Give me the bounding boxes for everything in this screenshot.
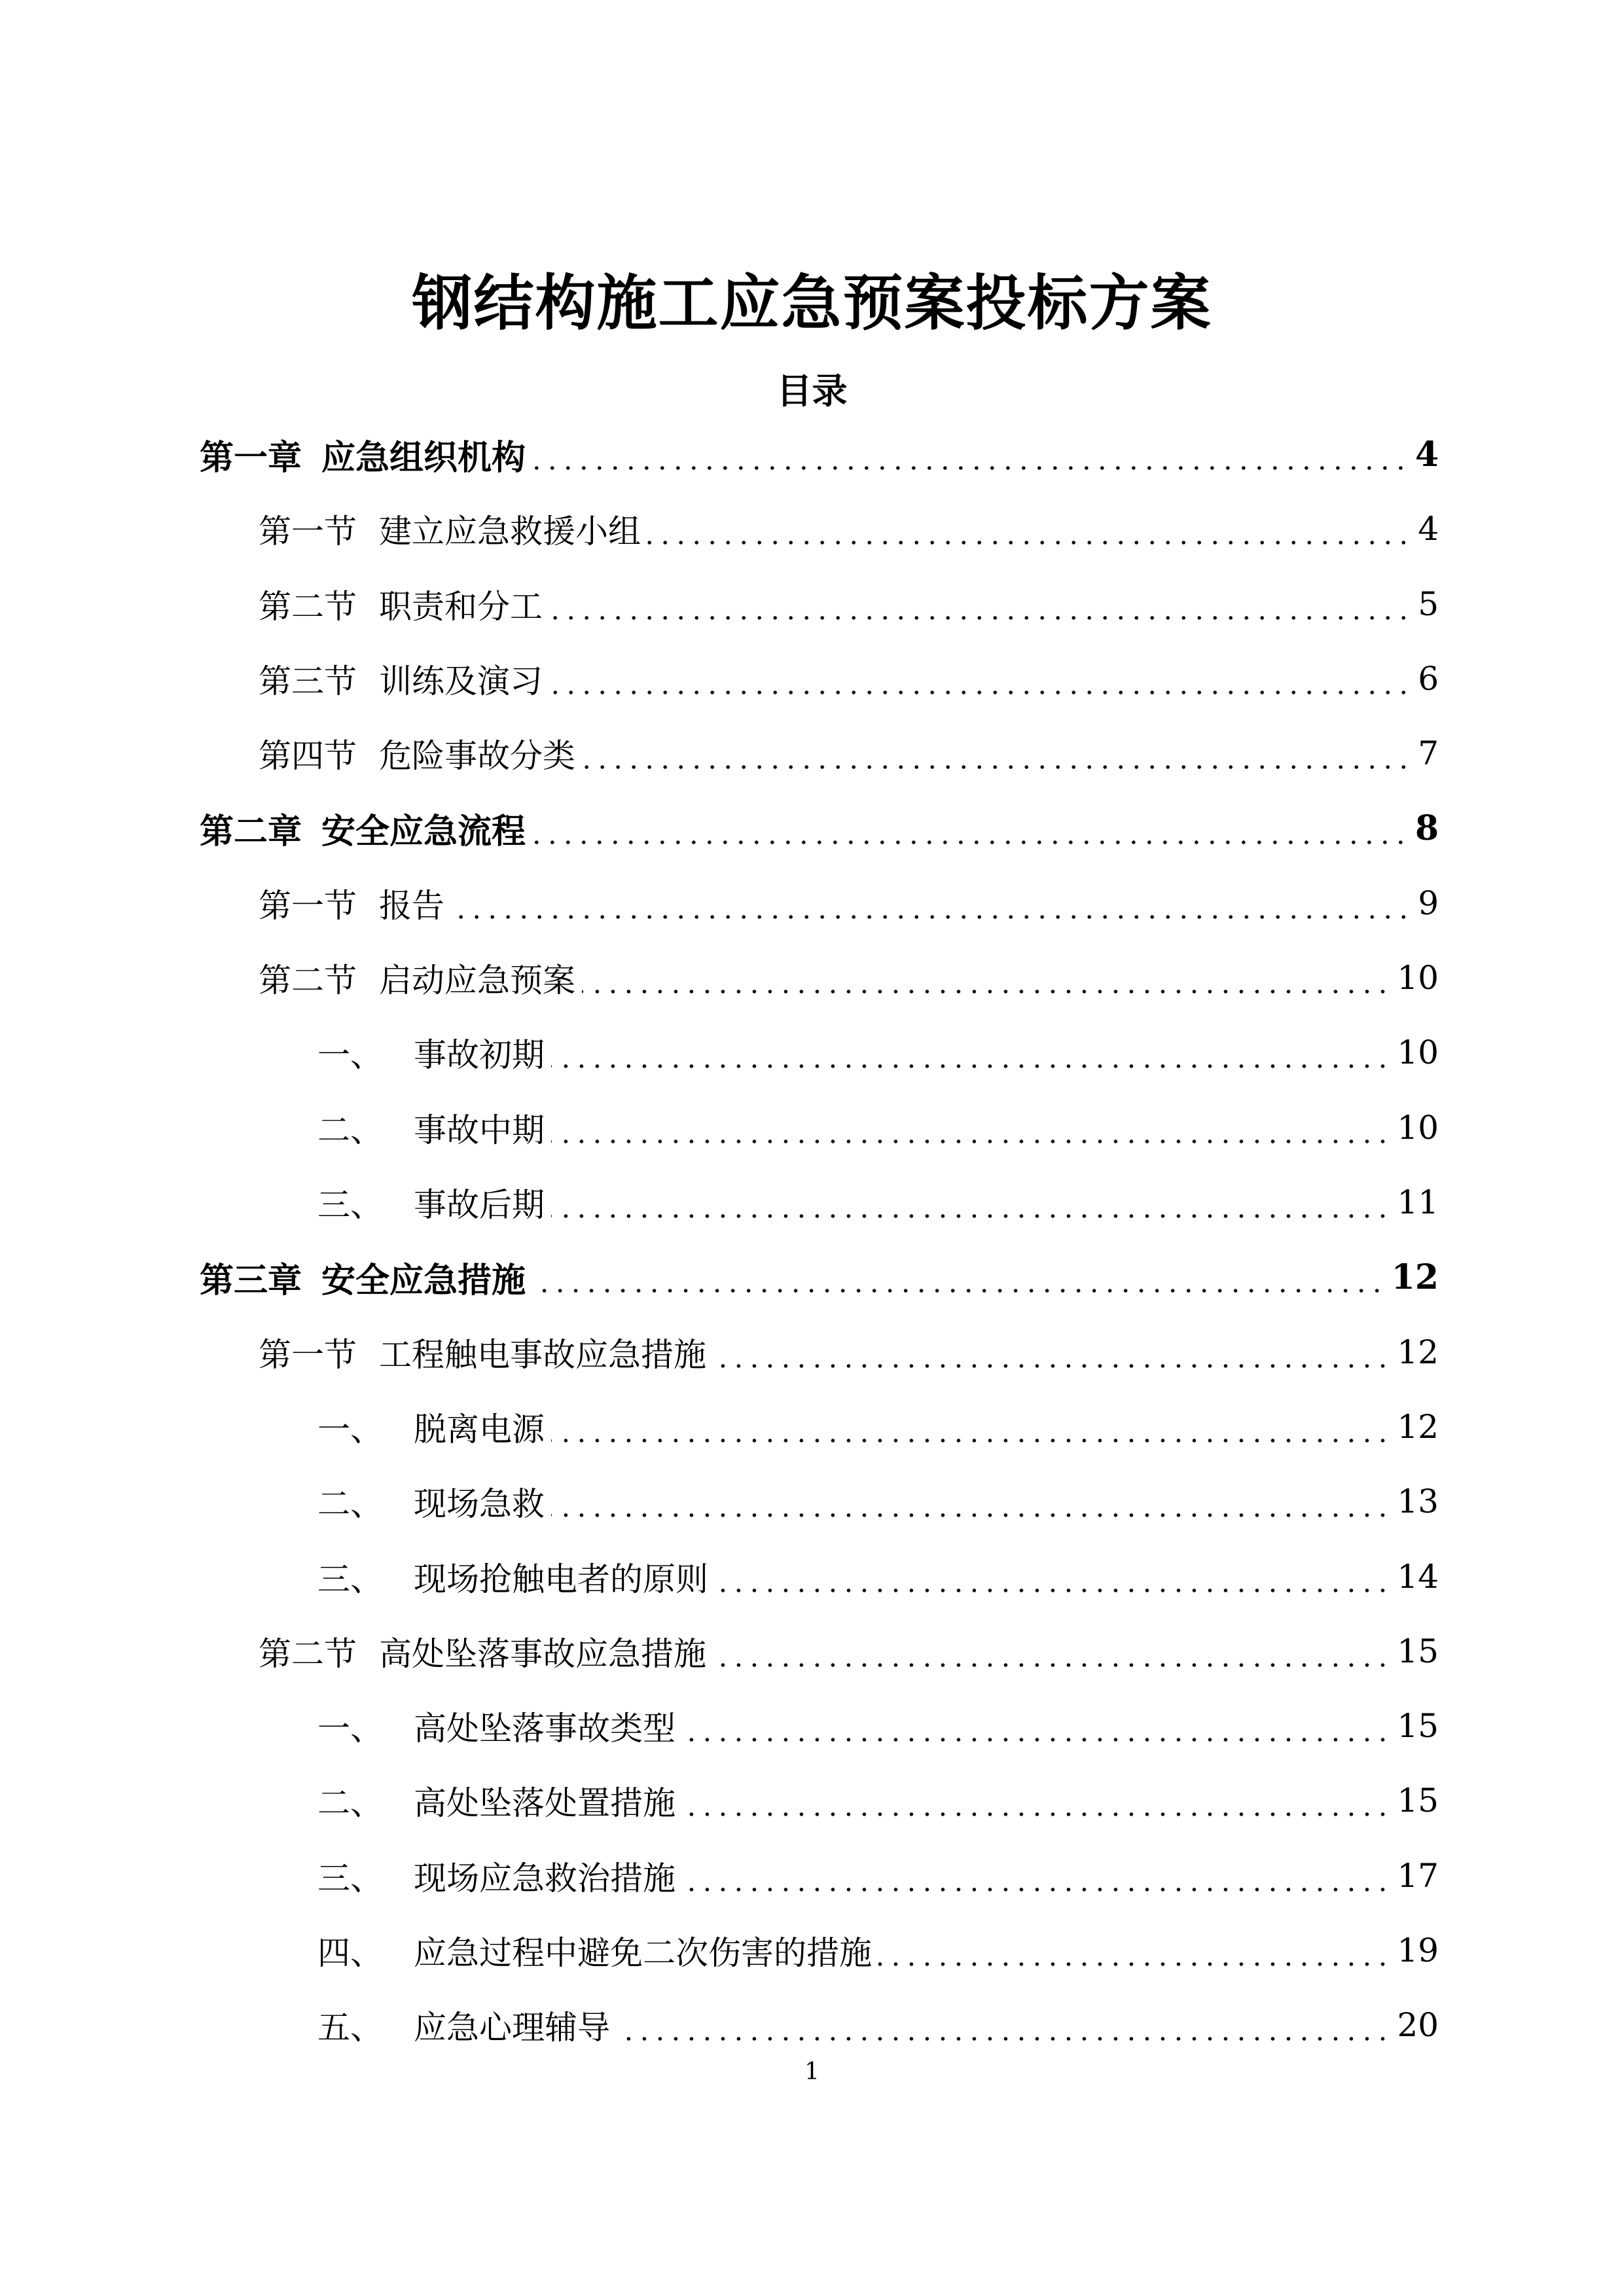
toc-entry-page: 5 (1418, 584, 1439, 623)
document-title: 钢结构施工应急预案投标方案 (412, 268, 1212, 338)
toc-entry-number: 一、 (317, 1036, 383, 1075)
page-number: 1 (804, 2058, 820, 2085)
toc-entry-page: 4 (1418, 510, 1439, 548)
toc-entry-item[interactable] (317, 1176, 1439, 1229)
toc-entry-number: 第三节 (259, 662, 357, 700)
toc-entry-title: 高处坠落事故应急措施 (379, 1634, 706, 1673)
toc-entry-title: 现场急救 (414, 1485, 545, 1524)
dot-leader (713, 1356, 1390, 1378)
dot-leader (551, 1505, 1390, 1528)
dot-leader (617, 2029, 1390, 2051)
dot-leader (549, 608, 1411, 630)
toc-entry-number: 五、 (317, 2009, 383, 2047)
toc-entry-section[interactable] (259, 653, 1439, 705)
toc-entry-section[interactable] (259, 727, 1439, 780)
toc-entry-item[interactable] (317, 1924, 1439, 1977)
dot-leader (549, 683, 1411, 705)
toc-entry-page: 10 (1397, 1108, 1439, 1147)
toc-entry-page: 12 (1391, 1257, 1439, 1297)
toc-entry-page: 12 (1397, 1333, 1439, 1371)
toc-entry-number: 第二章 (200, 812, 302, 852)
toc-entry-title: 事故中期 (414, 1111, 545, 1149)
toc-entry-title: 训练及演习 (379, 662, 543, 700)
toc-entry-number: 二、 (317, 1485, 383, 1524)
toc-entry-title: 应急组织机构 (321, 438, 526, 478)
toc-entry-title: 高处坠落事故类型 (414, 1710, 676, 1748)
dot-leader (713, 1655, 1390, 1677)
toc-entry-page: 12 (1397, 1407, 1439, 1446)
toc-entry-page: 6 (1418, 659, 1439, 698)
dot-leader (878, 1954, 1390, 1977)
toc-entry-page: 13 (1397, 1482, 1439, 1521)
toc-entry-number: 二、 (317, 1111, 383, 1149)
toc-entry-section[interactable] (259, 1326, 1439, 1378)
toc-entry-number: 第二节 (259, 1634, 357, 1673)
toc-entry-section[interactable] (259, 952, 1439, 1004)
toc-entry-number: 一、 (317, 1710, 383, 1748)
dot-leader (682, 1804, 1390, 1827)
toc-entry-number: 第一节 (259, 512, 357, 551)
toc-entry-number: 第一节 (259, 886, 357, 925)
dot-leader (715, 1581, 1390, 1603)
toc-entry-page: 14 (1397, 1557, 1439, 1596)
dot-leader (682, 1730, 1390, 1752)
toc-entry-item[interactable] (317, 1102, 1439, 1154)
toc-entry-section[interactable] (259, 877, 1439, 929)
toc-entry-item[interactable] (317, 1401, 1439, 1453)
dot-leader (582, 982, 1390, 1004)
toc-entry-item[interactable] (317, 1774, 1439, 1827)
toc-entry-title: 报告 (379, 886, 444, 925)
toc-entry-page: 10 (1397, 959, 1439, 997)
toc-entry-title: 现场应急救治措施 (414, 1859, 676, 1897)
toc-entry-title: 应急过程中避免二次伤害的措施 (414, 1934, 872, 1972)
toc-entry-number: 第四节 (259, 737, 357, 776)
toc-entry-page: 9 (1418, 884, 1439, 922)
toc-entry-title: 应急心理辅导 (414, 2009, 610, 2047)
toc-entry-page: 19 (1397, 1931, 1439, 1969)
toc-entry-section[interactable] (259, 503, 1439, 555)
toc-entry-page: 20 (1397, 2006, 1439, 2045)
toc-entry-number: 三、 (317, 1560, 383, 1598)
toc-entry-number: 四、 (317, 1934, 383, 1972)
toc-entry-title: 安全应急措施 (321, 1261, 526, 1300)
toc-entry-section[interactable] (259, 1625, 1439, 1677)
toc-entry-item[interactable] (317, 1850, 1439, 1902)
toc-entry-title: 工程触电事故应急措施 (379, 1335, 706, 1374)
dot-leader (647, 533, 1411, 555)
dot-leader (451, 907, 1411, 929)
dot-leader (551, 1056, 1390, 1079)
dot-leader (551, 1206, 1390, 1229)
toc-entry-page: 17 (1397, 1856, 1439, 1895)
toc-entry-page: 8 (1415, 808, 1439, 848)
toc-entry-number: 第一节 (259, 1335, 357, 1374)
toc-entry-title: 脱离电源 (414, 1410, 545, 1448)
toc-entry-title: 启动应急预案 (379, 961, 575, 1000)
toc-entry-page: 10 (1397, 1033, 1439, 1072)
toc-entry-title: 危险事故分类 (379, 737, 575, 776)
toc-entry-item[interactable] (317, 1551, 1439, 1603)
toc-entry-item[interactable] (317, 1999, 1439, 2051)
toc-entry-title: 现场抢触电者的原则 (414, 1560, 708, 1598)
dot-leader (551, 1132, 1390, 1154)
dot-leader (682, 1880, 1390, 1902)
toc-entry-number: 第一章 (200, 438, 302, 478)
toc-entry-number: 三、 (317, 1859, 383, 1897)
toc-entry-section[interactable] (259, 578, 1439, 630)
toc-entry-number: 第二节 (259, 587, 357, 626)
toc-entry-title: 职责和分工 (379, 587, 543, 626)
toc-heading: 目录 (776, 370, 848, 412)
toc-entry-page: 11 (1397, 1183, 1439, 1221)
toc-entry-title: 建立应急救援小组 (379, 512, 641, 551)
toc-entry-title: 安全应急流程 (321, 812, 526, 852)
toc-entry-page: 15 (1397, 1707, 1439, 1746)
toc-entry-item[interactable] (317, 1475, 1439, 1528)
toc-entry-chapter[interactable] (200, 802, 1439, 855)
dot-leader (551, 1431, 1390, 1453)
toc-entry-title: 高处坠落处置措施 (414, 1784, 676, 1823)
toc-entry-chapter[interactable] (200, 1251, 1439, 1303)
toc-entry-page: 4 (1415, 434, 1439, 475)
toc-entry-item[interactable] (317, 1700, 1439, 1752)
toc-entry-number: 一、 (317, 1410, 383, 1448)
dot-leader (532, 833, 1409, 855)
toc-entry-number: 第二节 (259, 961, 357, 1000)
dot-leader (532, 458, 1409, 480)
toc-entry-number: 二、 (317, 1784, 383, 1823)
toc-entry-page: 7 (1418, 734, 1439, 773)
toc-entry-title: 事故后期 (414, 1186, 545, 1224)
toc-entry-page: 15 (1397, 1782, 1439, 1820)
dot-leader (582, 757, 1411, 780)
dot-leader (532, 1281, 1385, 1303)
toc-entry-page: 15 (1397, 1632, 1439, 1670)
toc-entry-chapter[interactable] (200, 428, 1439, 480)
toc-entry-item[interactable] (317, 1026, 1439, 1079)
toc-entry-title: 事故初期 (414, 1036, 545, 1075)
toc-entry-number: 三、 (317, 1186, 383, 1224)
toc-entry-number: 第三章 (200, 1261, 302, 1300)
